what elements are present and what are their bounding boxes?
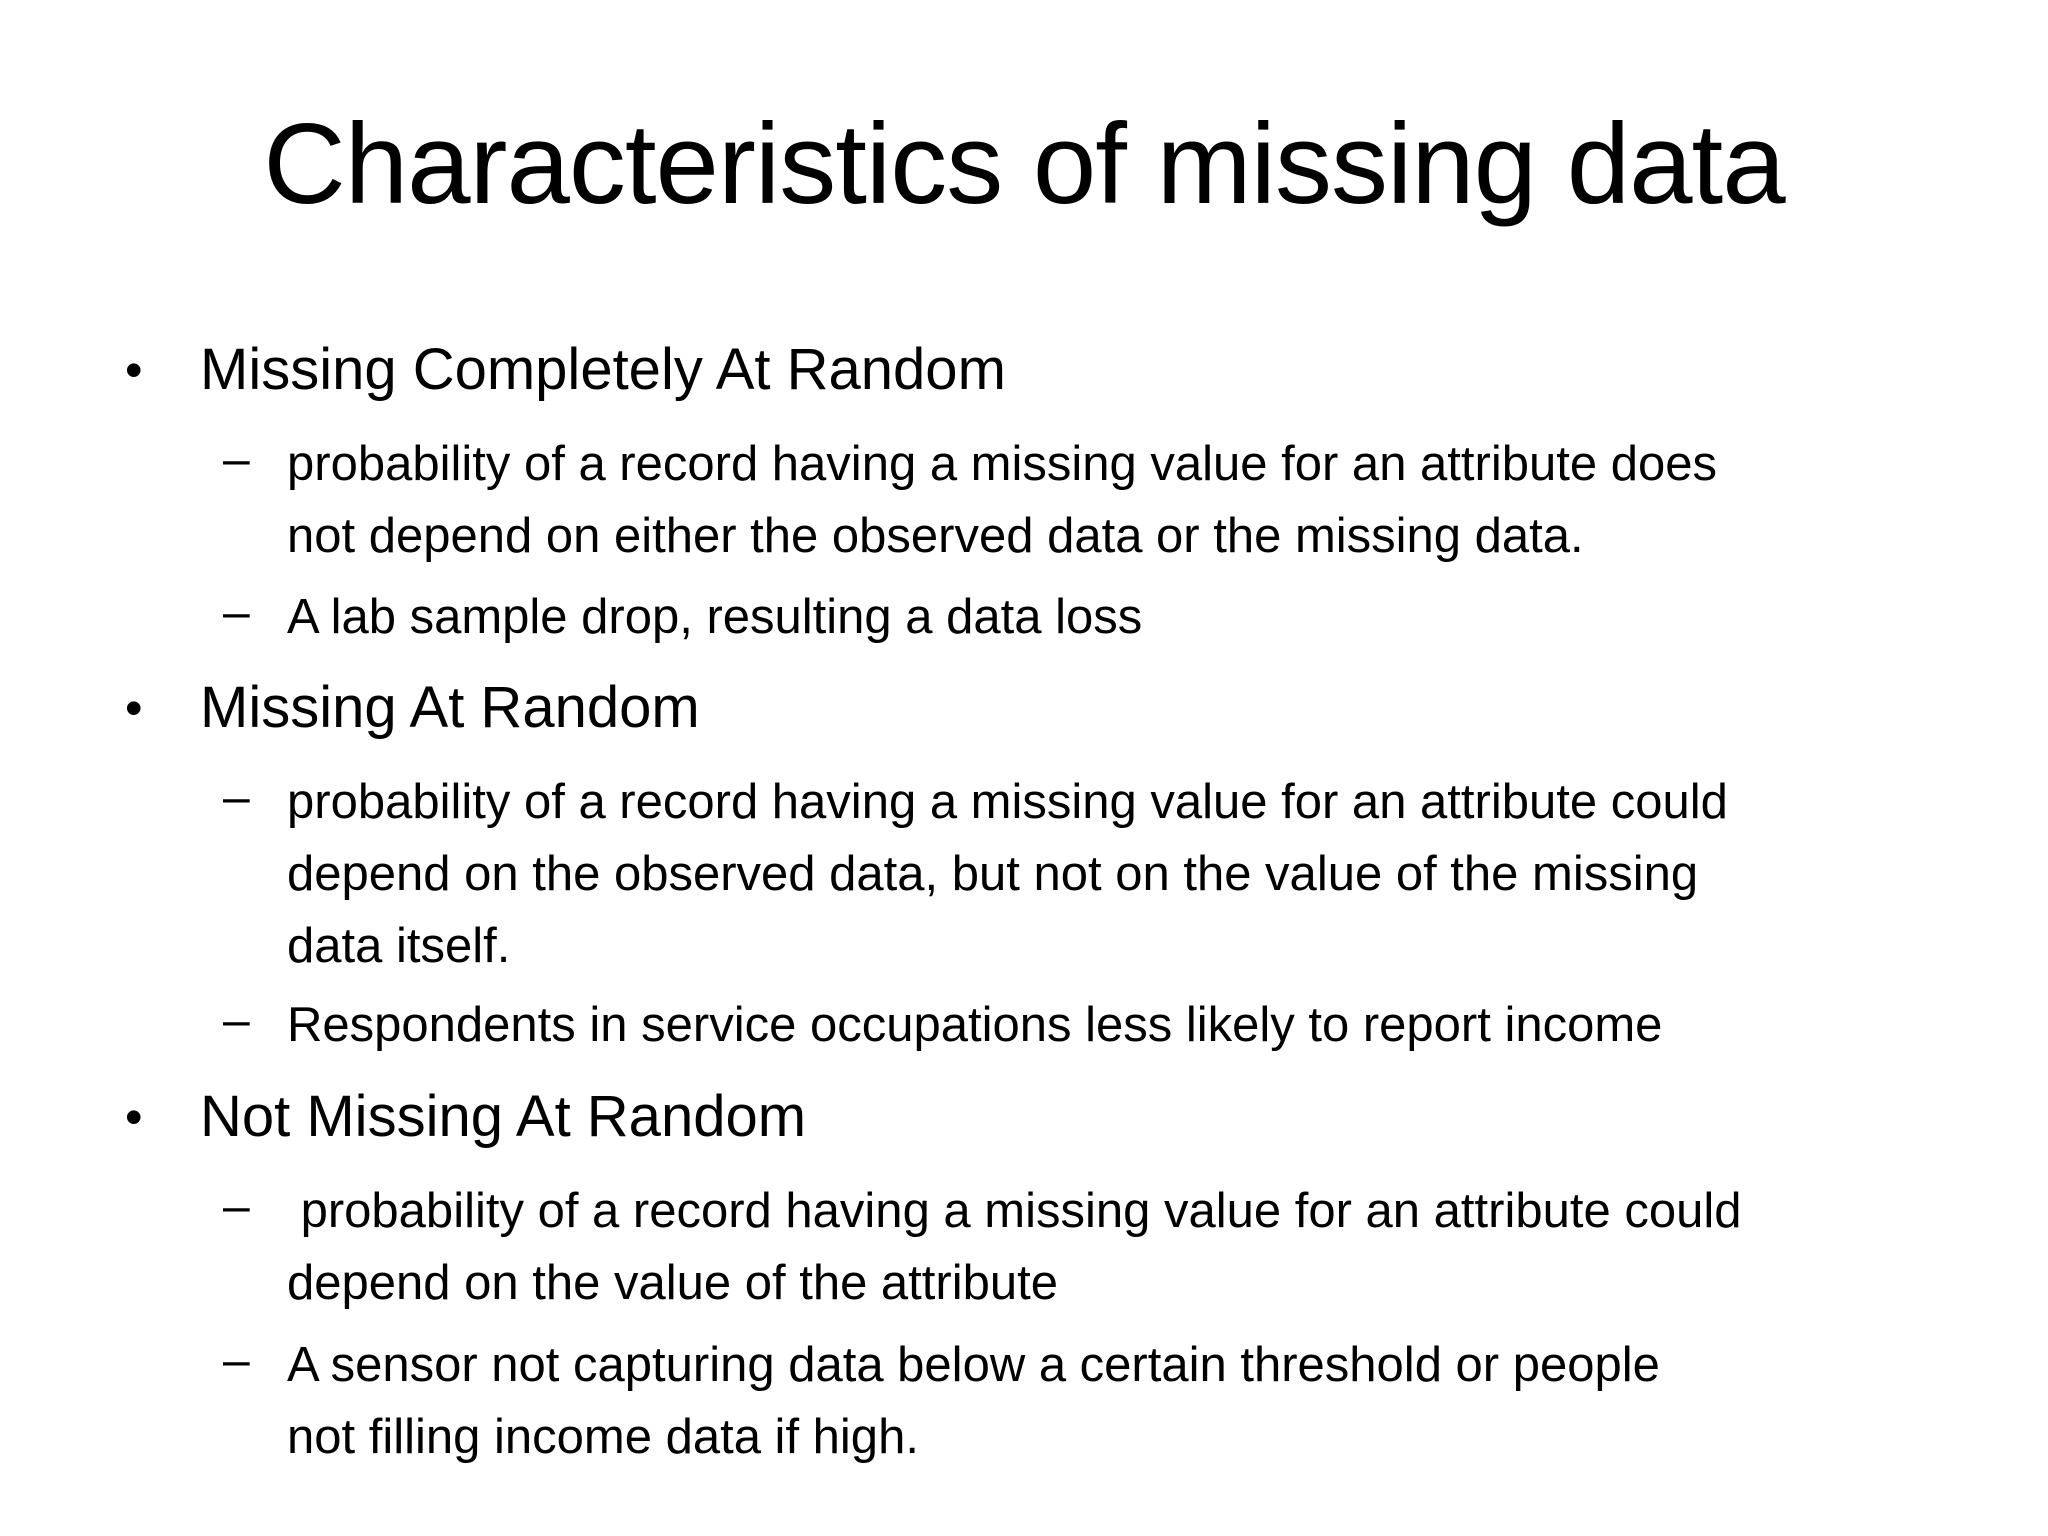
sub-item-line: depend on the observed data, but not on the value of the missing [287,847,1699,901]
dash-icon: – [223,433,250,486]
sub-item [287,581,2007,653]
sub-item-line: depend on the value of the attribute [287,1256,1058,1310]
dash-icon: – [223,1334,250,1387]
sub-item-line: data itself. [287,919,511,973]
sub-item-line: A sensor not capturing data below a certain threshold or people [287,1338,1660,1392]
dash-icon: – [223,994,250,1047]
dash-icon: – [223,586,250,639]
dash-icon: – [223,1180,250,1233]
sub-item-line: A lab sample drop, resulting a data loss [287,590,1143,644]
sub-item-line: probability of a record having a missing value for an attribute does [287,437,1717,491]
sub-item-line: probability of a record having a missing value for an attribute could [287,1184,1742,1238]
bullet-icon: • [125,1089,143,1145]
bullet-icon: • [125,680,143,736]
sub-item-line: not filling income data if high. [287,1410,919,1464]
section-heading: Missing Completely At Random [200,337,1006,402]
bullet-icon: • [125,342,143,398]
sub-item-line: probability of a record having a missing value for an attribute could [287,775,1728,829]
sub-item [287,1329,2007,1473]
sub-item [287,989,2007,1061]
sub-item [287,428,2007,572]
sub-item-line: not depend on either the observed data or the missing data. [287,509,1584,563]
sub-item [287,766,2007,982]
section-heading: Not Missing At Random [200,1084,807,1149]
dash-icon: – [223,771,250,824]
sub-item-line: Respondents in service occupations less likely to report income [287,998,1663,1052]
slide-title: Characteristics of missing data [263,101,1785,228]
section-heading: Missing At Random [200,675,700,740]
sub-item [287,1175,2007,1319]
